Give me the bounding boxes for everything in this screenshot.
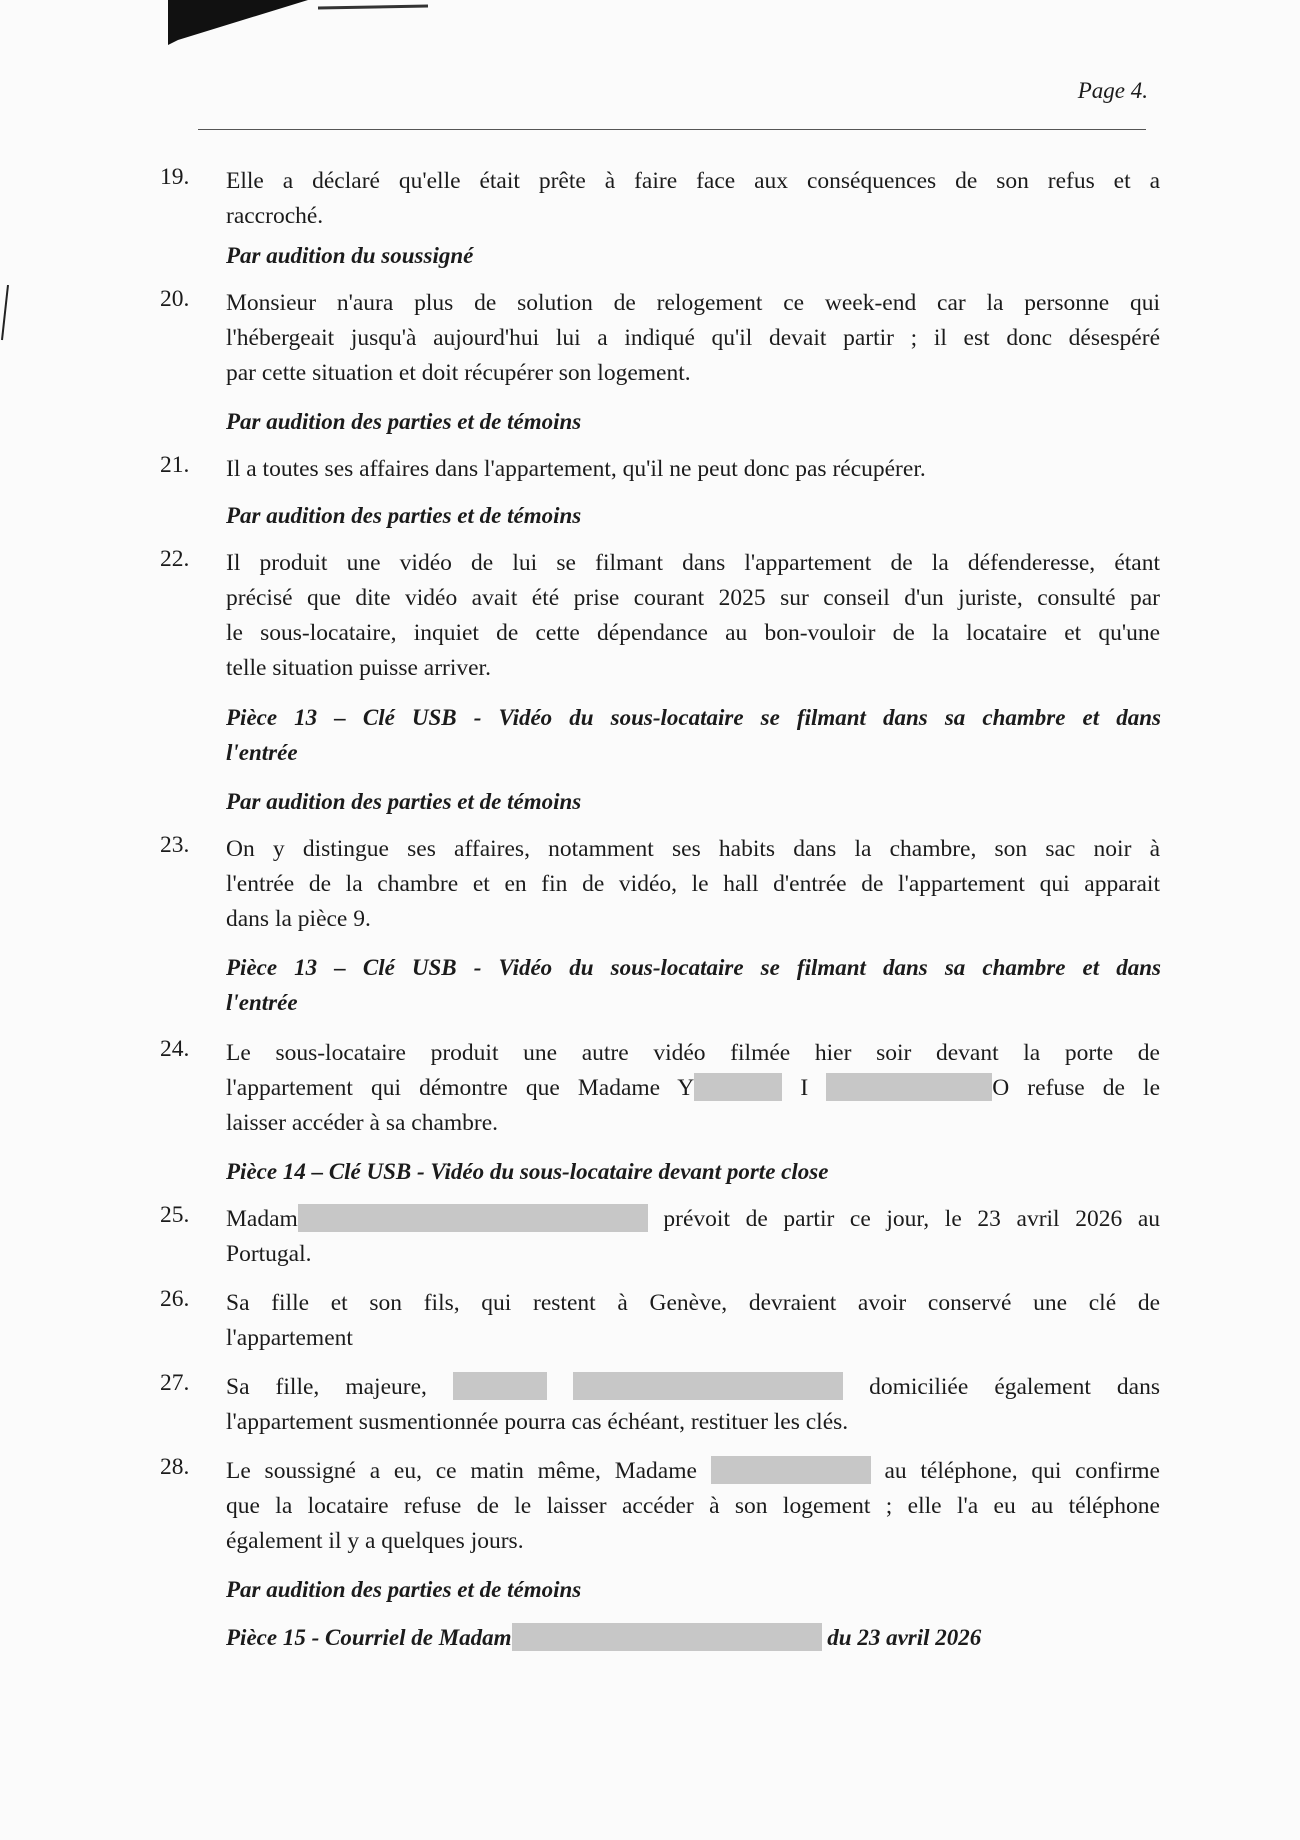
evidence-label: Pièce 14 – Clé USB - Vidéo du sous-locataire devant porte close (226, 1159, 829, 1184)
margin-mark (0, 285, 10, 345)
paragraph-line: Elle a déclaré qu'elle était prête à faire face aux conséquences de son refus et a (226, 168, 1160, 194)
evidence-label: Par audition des parties et de témoins (226, 409, 582, 434)
paragraph-number: 22. (160, 546, 190, 572)
text-fragment: au téléphone, qui confirme (884, 1458, 1160, 1484)
paragraph-line: Il a toutes ses affaires dans l'appartement, qu'il ne peut donc pas récupérer. (226, 456, 926, 482)
paragraph-line: que la locataire refuse de le laisser accéder à son logement ; elle l'a eu au téléphone (226, 1493, 1160, 1519)
header-rule (198, 129, 1146, 130)
redaction-box (573, 1372, 843, 1400)
paragraph-line: également il y a quelques jours. (226, 1528, 524, 1554)
text-fragment: domiciliée également dans (869, 1374, 1161, 1400)
paragraph-number: 19. (160, 164, 190, 190)
text-fragment: prévoit de partir ce jour, le 23 avril 2026 au (663, 1206, 1160, 1232)
evidence-label (226, 700, 1161, 770)
redaction-box (826, 1073, 992, 1101)
text-fragment: du 23 avril 2026 (827, 1625, 982, 1650)
evidence-label-line: Pièce 13 – Clé USB - Vidéo du sous-locataire se filmant dans sa chambre et dans (226, 955, 1161, 980)
paragraph-number: 20. (160, 286, 190, 312)
redaction-box (453, 1372, 547, 1400)
paragraph-line: le sous-locataire, inquiet de cette dépendance au bon-vouloir de la locataire et qu'une (226, 620, 1160, 646)
evidence-label: Par audition des parties et de témoins (226, 789, 582, 814)
redaction-box (512, 1623, 822, 1651)
paragraph-line: précisé que dite vidéo avait été prise courant 2025 sur conseil d'un juriste, consulté par (226, 585, 1160, 611)
evidence-label-line: l'entrée (226, 740, 298, 765)
page-number: Page 4. (1077, 78, 1148, 103)
evidence-label-line: Pièce 13 – Clé USB - Vidéo du sous-locataire se filmant dans sa chambre et dans (226, 705, 1161, 730)
paragraph-number: 23. (160, 832, 190, 858)
paragraph-line: Il produit une vidéo de lui se filmant dans l'appartement de la défenderesse, étant (226, 550, 1160, 576)
paragraph-line: On y distingue ses affaires, notamment ses habits dans la chambre, son sac noir à (226, 836, 1160, 862)
paragraph-number: 28. (160, 1454, 190, 1480)
evidence-label (226, 1620, 1161, 1655)
paragraph-line: dans la pièce 9. (226, 906, 371, 932)
paragraph-number: 25. (160, 1202, 190, 1228)
paragraph-line: raccroché. (226, 203, 324, 229)
evidence-label: Par audition des parties et de témoins (226, 1577, 582, 1602)
scan-corner-mark (168, 0, 468, 60)
paragraph-line: Le sous-locataire produit une autre vidéo filmée hier soir devant la porte de (226, 1040, 1160, 1066)
paragraph-number: 27. (160, 1370, 190, 1396)
paragraph-line: Monsieur n'aura plus de solution de relogement ce week-end car la personne qui (226, 290, 1160, 316)
text-fragment: Madam (226, 1206, 298, 1232)
text-fragment: O refuse de le (992, 1075, 1160, 1101)
evidence-label: Par audition du soussigné (226, 243, 474, 268)
paragraph-line: l'entrée de la chambre et en fin de vidéo, le hall d'entrée de l'appartement qui apparait (226, 871, 1160, 897)
paragraph-line: par cette situation et doit récupérer son logement. (226, 360, 691, 386)
paragraph-line (226, 1071, 1160, 1106)
paragraph-line: telle situation puisse arriver. (226, 655, 491, 681)
evidence-label (226, 950, 1161, 1020)
paragraph-line: l'appartement susmentionnée pourra cas échéant, restituer les clés. (226, 1409, 849, 1435)
paragraph-line: l'appartement (226, 1325, 353, 1351)
paragraph-line: laisser accéder à sa chambre. (226, 1110, 499, 1136)
evidence-label-line: l'entrée (226, 990, 298, 1015)
text-fragment: Le soussigné a eu, ce matin même, Madame (226, 1458, 697, 1484)
paragraph-line (226, 1370, 1160, 1405)
text-fragment: l'appartement qui démontre que Madame Y (226, 1075, 695, 1101)
text-fragment: Pièce 15 - Courriel de Madam (226, 1625, 512, 1650)
paragraph-line: Sa fille et son fils, qui restent à Genève, devraient avoir conservé une clé de (226, 1290, 1160, 1316)
text-fragment: I (800, 1075, 809, 1101)
paragraph-number: 21. (160, 452, 190, 478)
paragraph-number: 24. (160, 1036, 190, 1062)
redaction-box (694, 1073, 782, 1101)
redaction-box (298, 1204, 648, 1232)
paragraph-line: l'hébergeait jusqu'à aujourd'hui lui a indiqué qu'il devait partir ; il est donc désespéré (226, 325, 1160, 351)
evidence-label: Par audition des parties et de témoins (226, 503, 582, 528)
text-fragment: Sa fille, majeure, (226, 1374, 427, 1400)
paragraph-line (226, 1454, 1160, 1489)
paragraph-line: Portugal. (226, 1241, 312, 1267)
paragraph-number: 26. (160, 1286, 190, 1312)
redaction-box (711, 1456, 871, 1484)
paragraph-line (226, 1202, 1160, 1237)
